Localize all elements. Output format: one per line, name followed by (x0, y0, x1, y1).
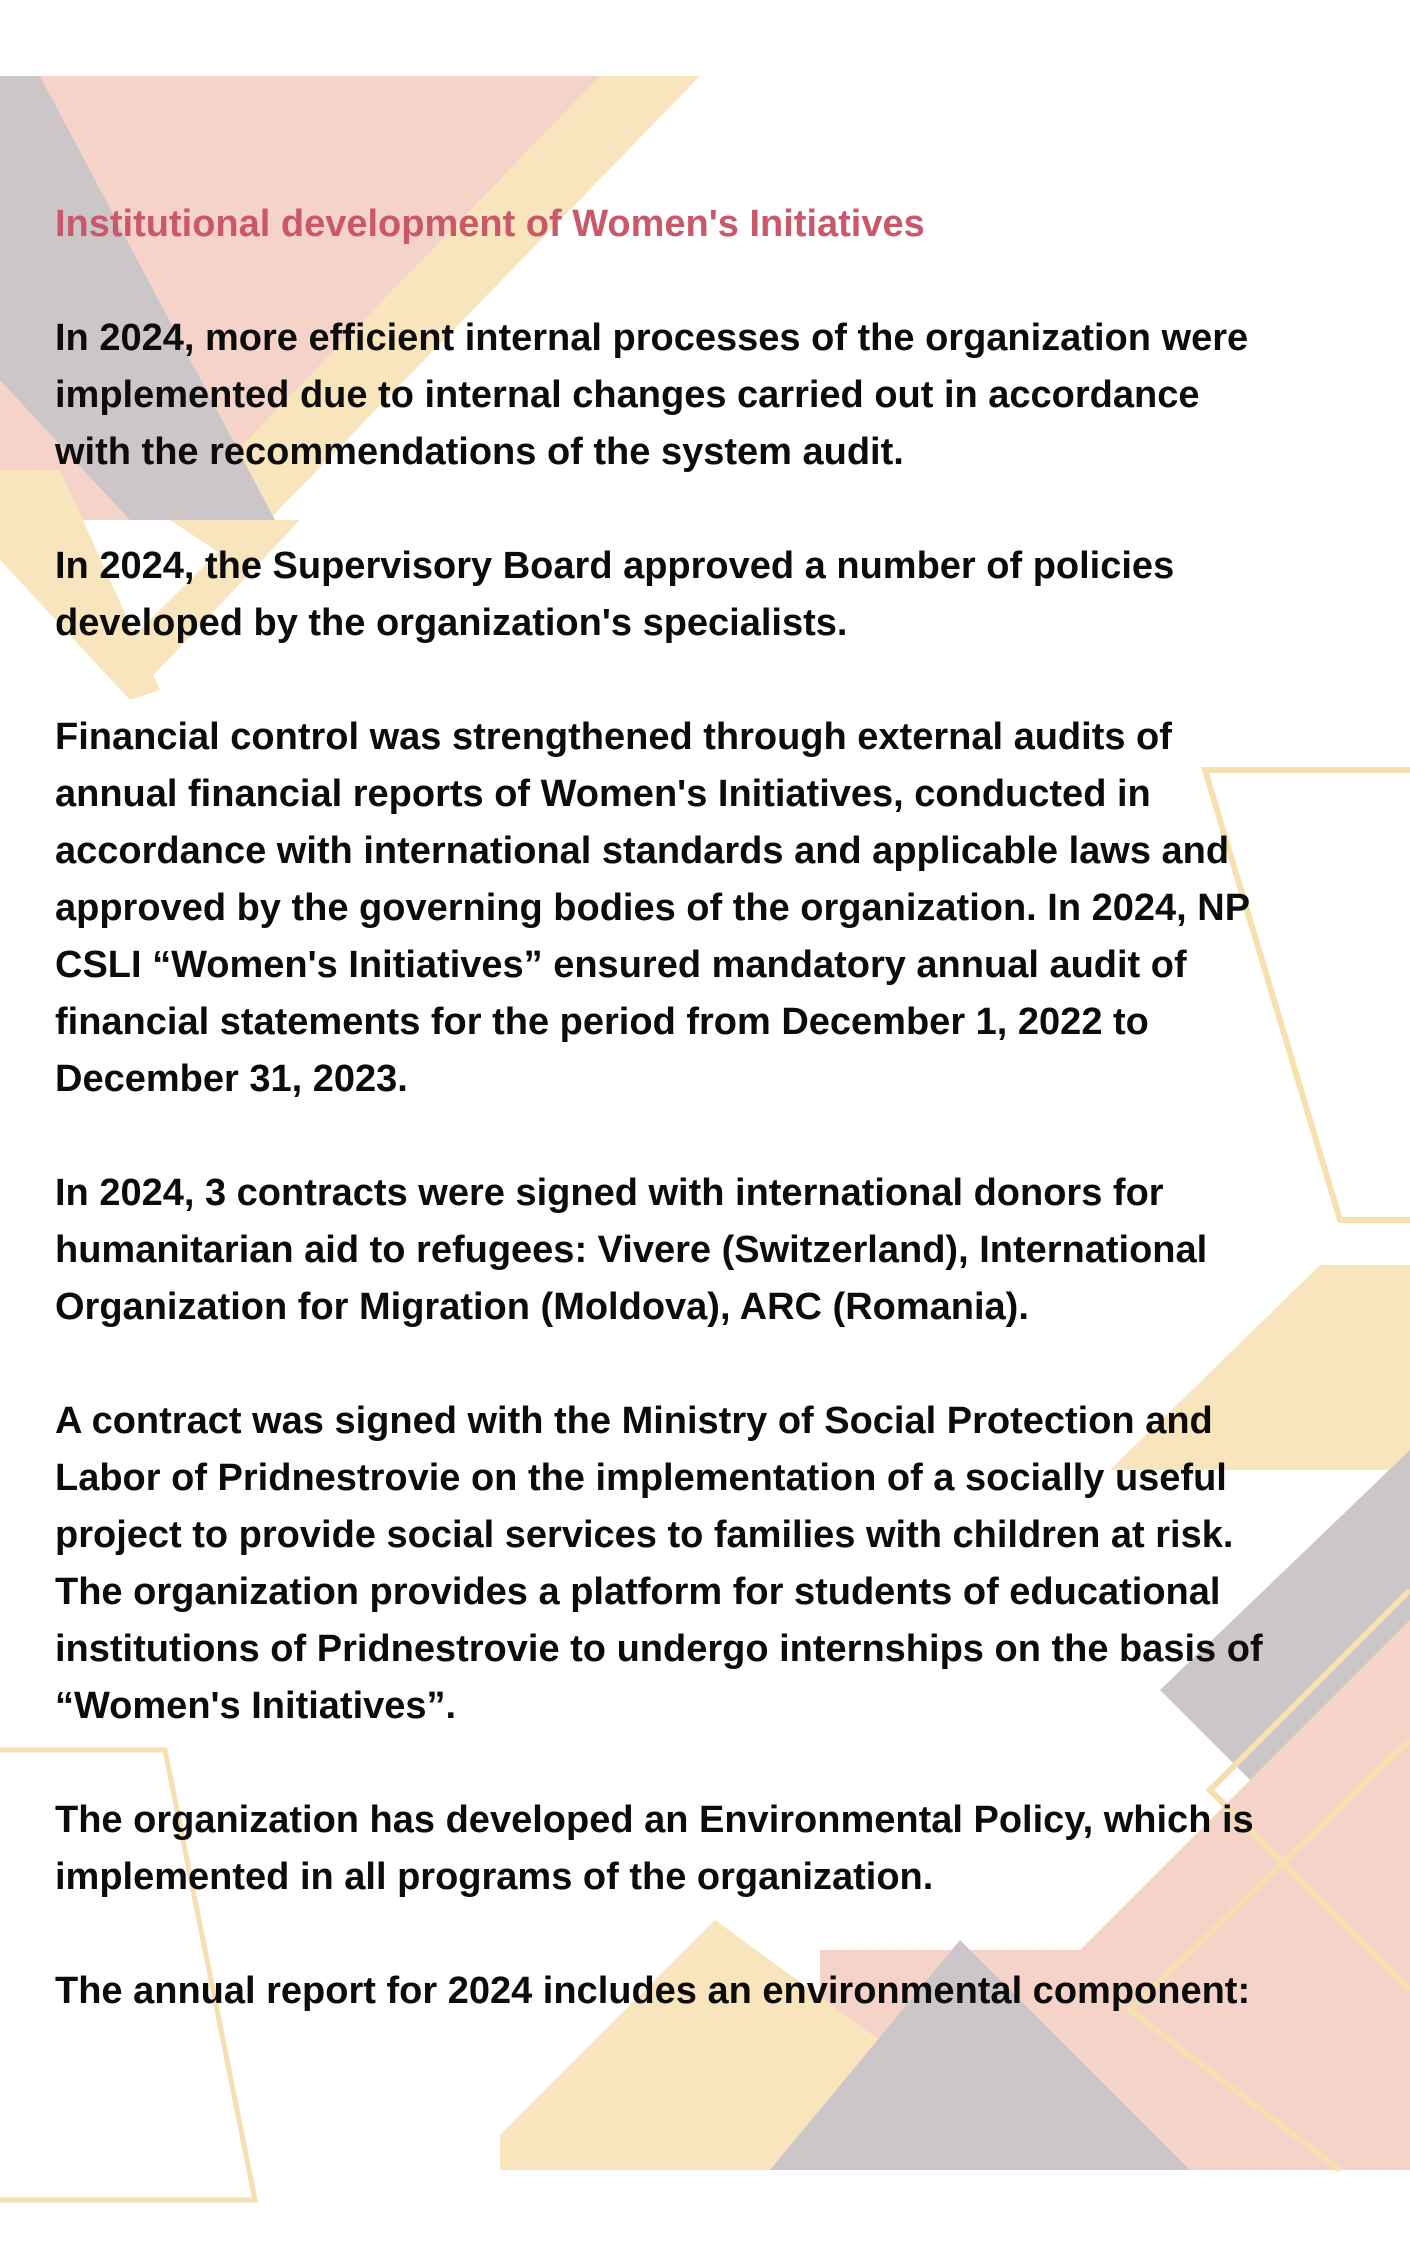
paragraph-line: humanitarian aid to refugees: Vivere (Switzerland), International (55, 1229, 1208, 1271)
paragraph (55, 310, 1355, 481)
paragraph-line: annual financial reports of Women's Initiatives, conducted in (55, 773, 1151, 815)
paragraph-list (55, 310, 1355, 2020)
paragraph-line: approved by the governing bodies of the organization. In 2024, NP (55, 887, 1251, 929)
paragraph-line: financial statements for the period from December 1, 2022 to (55, 1001, 1149, 1043)
paragraph (55, 1792, 1355, 1906)
paragraph-line: In 2024, 3 contracts were signed with international donors for (55, 1172, 1164, 1214)
paragraph (55, 709, 1355, 1108)
paragraph-line: The organization provides a platform for students of educational (55, 1571, 1221, 1613)
paragraph-line: accordance with international standards and applicable laws and (55, 830, 1230, 872)
paragraph-line: developed by the organization's specialists. (55, 602, 848, 644)
paragraph-line: implemented due to internal changes carried out in accordance (55, 374, 1200, 416)
document-title: Institutional development of Women's Initiatives (55, 203, 925, 245)
paragraph-line: Labor of Pridnestrovie on the implementation of a socially useful (55, 1457, 1227, 1499)
paragraph-line: In 2024, more efficient internal processes of the organization were (55, 317, 1249, 359)
paragraph (55, 1165, 1355, 1336)
paragraph-line: A contract was signed with the Ministry of Social Protection and (55, 1400, 1213, 1442)
paragraph-line: CSLI “Women's Initiatives” ensured mandatory annual audit of (55, 944, 1187, 986)
document-body (55, 196, 1355, 2077)
paragraph-line: In 2024, the Supervisory Board approved a number of policies (55, 545, 1175, 587)
paragraph (55, 1963, 1355, 2020)
paragraph (55, 538, 1355, 652)
paragraph-line: implemented in all programs of the organization. (55, 1856, 934, 1898)
paragraph-line: with the recommendations of the system audit. (55, 431, 904, 473)
paragraph-line: institutions of Pridnestrovie to undergo internships on the basis of (55, 1628, 1263, 1670)
paragraph-line: December 31, 2023. (55, 1058, 408, 1100)
paragraph-line: Organization for Migration (Moldova), ARC (Romania). (55, 1286, 1029, 1328)
paragraph-line: “Women's Initiatives”. (55, 1685, 457, 1727)
paragraph-line: The annual report for 2024 includes an environmental component: (55, 1970, 1251, 2012)
paragraph-line: Financial control was strengthened through external audits of (55, 716, 1172, 758)
paragraph (55, 1393, 1355, 1735)
paragraph-line: The organization has developed an Environmental Policy, which is (55, 1799, 1254, 1841)
paragraph-line: project to provide social services to families with children at risk. (55, 1514, 1234, 1556)
